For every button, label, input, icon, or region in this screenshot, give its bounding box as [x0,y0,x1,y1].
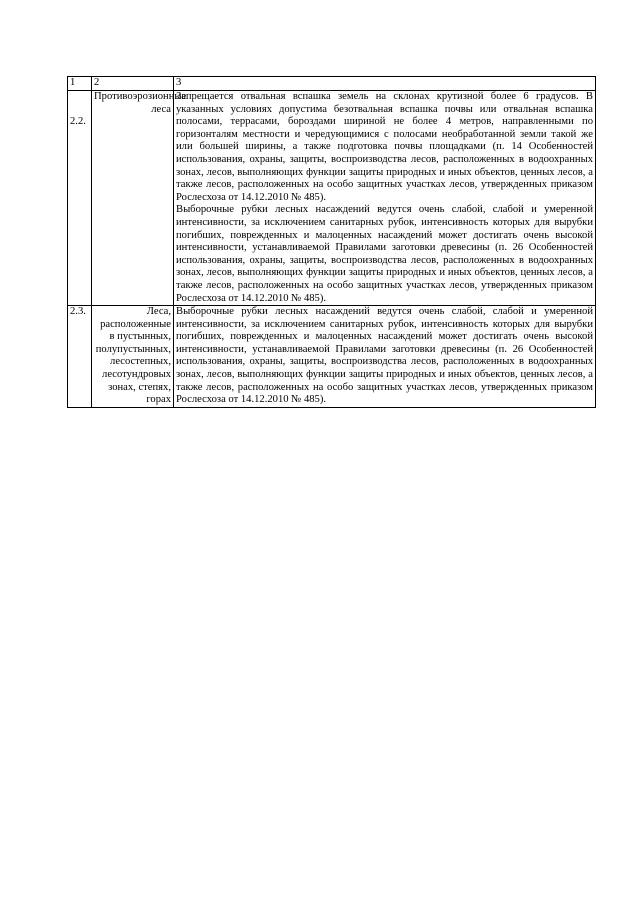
table-row [68,91,596,306]
row-number-cell [68,91,92,306]
row-number-cell [68,306,92,408]
row-paragraph: Выборочные рубки лесных насаждений ведутся очень слабой, слабой и умеренной интенсивности, за исключением санитарных рубок, интенсивность которых для вырубки погибших, поврежденных и малоценных насаждений может достигать очень высокой интенсивности, устанавливаемой Правилами заготовки древесины (п. 26 Особенностей использования, охраны, защиты, воспроизводства лесов, расположенных в водоохранных зонах, лесов, выполняющих функции защиты природных и иных объектов, ценных лесов, а также лесов, расположенных на особо защитных участках лесов, утвержденных приказом Рослесхоза от 14.12.2010 № 485). [176,204,593,304]
table-header-row [68,77,596,91]
row-name-cell: Леса, расположенные в пустынных, полупустынных, лесостепных, лесотундровых зонах, степях, горах [92,306,174,408]
row-number: 2.3. [70,306,86,318]
row-name-cell: Противоэрозионные леса [92,91,174,306]
row-number: 2.2. [70,116,86,127]
row-paragraph: Выборочные рубки лесных насаждений ведутся очень слабой, слабой и умеренной интенсивности, за исключением санитарных рубок, интенсивность которых для вырубки погибших, поврежденных и малоценных насаждений может достигать очень высокой интенсивности, устанавливаемой Правилами заготовки древесины (п. 26 Особенностей использования, охраны, защиты, воспроизводства лесов, расположенных в водоохранных зонах, лесов, выполняющих функции защиты природных и иных объектов, ценных лесов, а также лесов, расположенных на особо защитных участках лесов, утвержденных приказом Рослесхоза от 14.12.2010 № 485). [176,306,593,406]
header-cell-1: 1 [68,77,92,91]
row-text-cell [174,91,596,306]
document-table [67,76,596,408]
row-paragraph: Запрещается отвальная вспашка земель на склонах крутизной более 6 градусов. В указанных условиях допустима безотвальная вспашка почвы или отвальная вспашка полосами, террасами, бороздами шириной не более 4 метров, направленными по горизонталям местности и чередующимися с полосами необработанной земли такой же или большей ширины, а также подготовка почвы площадками (п. 14 Особенностей использования, охраны, защиты, воспроизводства лесов, расположенных в водоохранных зонах, лесов, выполняющих функции защиты природных и иных объектов, ценных лесов, а также лесов, расположенных на особо защитных участках лесов, утвержденных приказом Рослесхоза от 14.12.2010 № 485). [176,91,593,203]
table-row [68,306,596,408]
row-text-cell [174,306,596,408]
header-cell-2: 2 [92,77,174,91]
header-cell-3: 3 [174,77,596,91]
